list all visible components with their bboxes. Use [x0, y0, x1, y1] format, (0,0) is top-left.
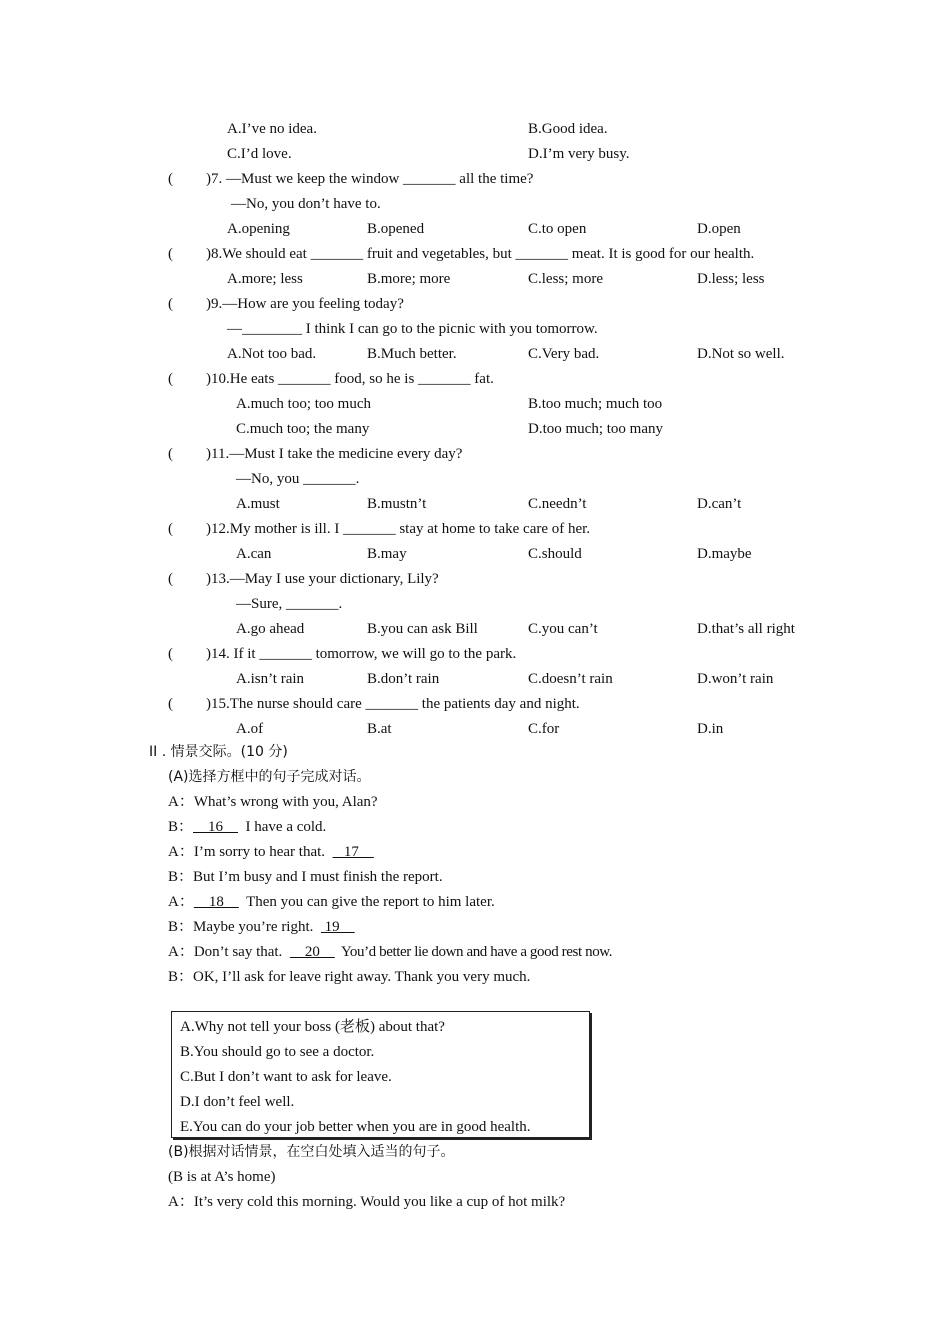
q8-option-a: A.more; less — [227, 271, 303, 287]
dialogue-text: Then you can give the report to him later. — [238, 894, 495, 910]
q15-option-b: B.at — [367, 721, 392, 737]
q7-option-a: A.opening — [227, 221, 290, 237]
speaker-label: B： — [168, 869, 194, 885]
q7-reply: —No, you don’t have to. — [231, 196, 381, 212]
q13-stem: )13.—May I use your dictionary, Lily? — [206, 571, 439, 587]
q9-option-b: B.Much better. — [367, 346, 457, 362]
q14-stem: )14. If it _______ tomorrow, we will go to the park. — [206, 646, 517, 662]
q13-reply: —Sure, _______. — [236, 596, 343, 612]
dialogue-text: Don’t say that. — [193, 944, 290, 960]
box-option-e: E.You can do your job better when you are in good health. — [180, 1119, 531, 1135]
dialogue-text: What’s wrong with you, Alan? — [193, 794, 378, 810]
q11-option-b: B.mustn’t — [367, 496, 427, 512]
dialogue-line — [168, 843, 374, 861]
q10-option-d: D.too much; too many — [528, 421, 663, 437]
dialogue-line — [168, 968, 530, 986]
q14-option-d: D.won’t rain — [697, 671, 774, 687]
q14-paren: ( — [168, 646, 173, 662]
q12-option-c: C.should — [528, 546, 582, 562]
q14-option-b: B.don’t rain — [367, 671, 440, 687]
q6-option-d: D.I’m very busy. — [528, 146, 630, 162]
speaker-label: B： — [168, 969, 194, 985]
answer-blank-20: 20 — [289, 944, 335, 960]
q9-option-c: C.Very bad. — [528, 346, 600, 362]
q11-stem: )11.—Must I take the medicine every day? — [206, 446, 463, 462]
q6-option-a: A.I’ve no idea. — [227, 121, 317, 137]
q13-option-b: B.you can ask Bill — [367, 621, 478, 637]
answer-blank-19: 19 — [320, 919, 355, 935]
q11-reply: —No, you _______. — [236, 471, 360, 487]
q7-option-c: C.to open — [528, 221, 587, 237]
q9-option-a: A.Not too bad. — [227, 346, 317, 362]
q14-option-c: C.doesn’t rain — [528, 671, 613, 687]
q10-option-a: A.much too; too much — [236, 396, 371, 412]
answer-blank-16: 16 — [193, 819, 239, 835]
q7-paren: ( — [168, 171, 173, 187]
q9-paren: ( — [168, 296, 173, 312]
q14-option-a: A.isn’t rain — [236, 671, 305, 687]
q11-option-c: C.needn’t — [528, 496, 587, 512]
dialogue-line — [168, 868, 443, 886]
box-option-a: A.Why not tell your boss (老板) about that? — [180, 1019, 445, 1035]
q10-paren: ( — [168, 371, 173, 387]
section-heading: II . 情景交际。(10 分) — [149, 744, 288, 760]
part-b-context: (B is at A’s home) — [168, 1169, 276, 1185]
q9-reply: —________ I think I can go to the picnic with you tomorrow. — [227, 321, 598, 337]
dialogue-line — [168, 893, 495, 911]
speaker-label: A： — [168, 794, 194, 810]
q13-option-d: D.that’s all right — [697, 621, 795, 637]
q8-paren: ( — [168, 246, 173, 262]
q15-option-a: A.of — [236, 721, 264, 737]
q13-paren: ( — [168, 571, 173, 587]
q15-option-d: D.in — [697, 721, 724, 737]
speaker-label: A： — [168, 844, 194, 860]
q12-stem: )12.My mother is ill. I _______ stay at home to take care of her. — [206, 521, 591, 537]
q7-option-d: D.open — [697, 221, 741, 237]
box-option-c: C.But I don’t want to ask for leave. — [180, 1069, 392, 1085]
speaker-label: A： — [168, 944, 194, 960]
q7-stem: )7. —Must we keep the window _______ all the time? — [206, 171, 534, 187]
q6-option-c: C.I’d love. — [227, 146, 292, 162]
q12-option-a: A.can — [236, 546, 272, 562]
q13-option-c: C.you can’t — [528, 621, 598, 637]
dialogue-text: Maybe you’re right. — [193, 919, 321, 935]
part-b-instruction: (B)根据对话情景，在空白处填入适当的句子。 — [168, 1144, 455, 1160]
q6-option-b: B.Good idea. — [528, 121, 608, 137]
q15-option-c: C.for — [528, 721, 560, 737]
q15-paren: ( — [168, 696, 173, 712]
speaker-label: B： — [168, 819, 194, 835]
dialogue-text: But I’m busy and I must finish the report. — [193, 869, 443, 885]
speaker-label: A： — [168, 894, 194, 910]
q10-option-c: C.much too; the many — [236, 421, 370, 437]
q9-stem: )9.—How are you feeling today? — [206, 296, 404, 312]
q8-option-c: C.less; more — [528, 271, 603, 287]
answer-blank-17: 17 — [332, 844, 374, 860]
dialogue-text: I’m sorry to hear that. — [193, 844, 333, 860]
dialogue-text: OK, I’ll ask for leave right away. Thank you very much. — [193, 969, 531, 985]
answer-blank-18: 18 — [193, 894, 239, 910]
q8-stem: )8.We should eat _______ fruit and vegetables, but _______ meat. It is good for our health. — [206, 246, 755, 262]
speaker-label: B： — [168, 919, 194, 935]
part-a-instruction: (A)选择方框中的句子完成对话。 — [168, 769, 371, 785]
q15-stem: )15.The nurse should care _______ the patients day and night. — [206, 696, 580, 712]
dialogue-text: You’d better lie down and have a good rest now. — [334, 944, 613, 960]
dialogue-line — [168, 818, 326, 836]
dialogue-line — [168, 918, 355, 936]
q12-option-b: B.may — [367, 546, 407, 562]
q11-paren: ( — [168, 446, 173, 462]
q11-option-d: D.can’t — [697, 496, 742, 512]
q10-option-b: B.too much; much too — [528, 396, 663, 412]
q8-option-b: B.more; more — [367, 271, 451, 287]
q8-option-d: D.less; less — [697, 271, 765, 287]
dialogue-line — [168, 793, 378, 811]
q10-stem: )10.He eats _______ food, so he is _______ fat. — [206, 371, 494, 387]
box-option-b: B.You should go to see a doctor. — [180, 1044, 375, 1060]
dialogue-line — [168, 943, 612, 961]
q9-option-d: D.Not so well. — [697, 346, 785, 362]
part-b-first-line: A：It’s very cold this morning. Would you like a cup of hot milk? — [168, 1194, 566, 1210]
q12-paren: ( — [168, 521, 173, 537]
q11-option-a: A.must — [236, 496, 280, 512]
dialogue-text: I have a cold. — [238, 819, 327, 835]
q13-option-a: A.go ahead — [236, 621, 305, 637]
box-option-d: D.I don’t feel well. — [180, 1094, 295, 1110]
q7-option-b: B.opened — [367, 221, 425, 237]
q12-option-d: D.maybe — [697, 546, 752, 562]
